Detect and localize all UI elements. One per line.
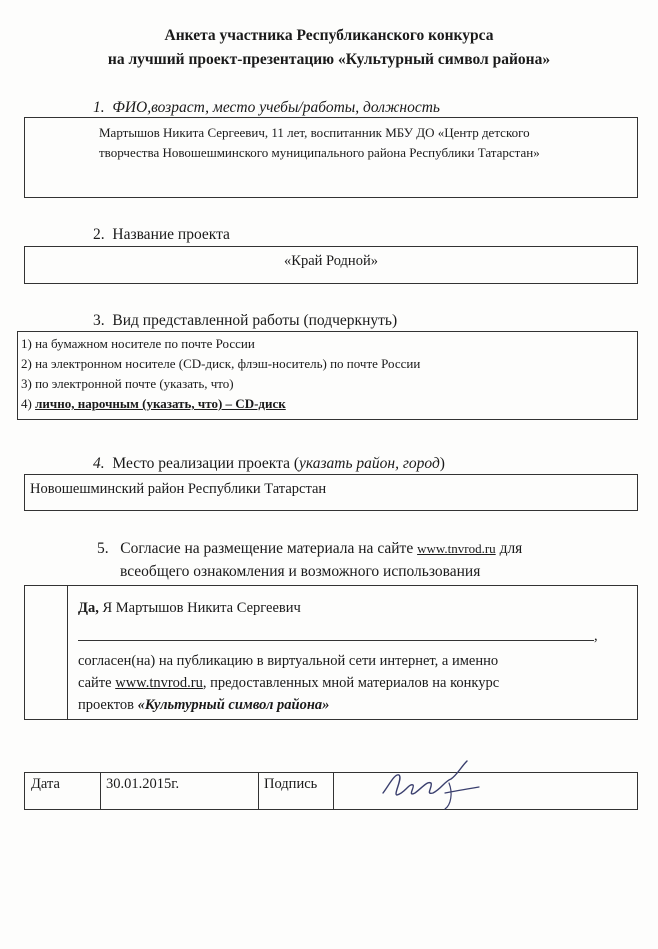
date-label: Дата [31,776,60,792]
section1-heading-text: ФИО,возраст, место учебы/работы, должность [112,99,440,116]
section5-number: 5. [97,540,109,557]
project-location: Новошешминский район Республики Татарстан [30,481,327,497]
consent-line1 [78,600,301,617]
handwritten-signature [375,753,515,813]
section3-heading-text: Вид представленной работы (подчеркнуть) [112,312,398,329]
form-title-line2: на лучший проект-презентацию «Культурный символ района» [107,51,551,68]
section2-number: 2. [93,226,105,243]
consent-box-divider [67,586,68,719]
date-value: 30.01.2015г. [106,776,180,792]
section5-heading-line1 [97,540,522,558]
site-link[interactable]: www.tnvrod.ru [417,541,496,556]
work-option-1: 1) на бумажном носителе по почте России [21,336,255,351]
section3-box [17,331,638,420]
project-name: «Край Родной» [284,253,378,269]
footer-table [24,772,638,810]
consent-yes: Да, [78,600,99,616]
consent-box [24,585,638,720]
consent-line4 [78,697,329,714]
section2-box [24,246,638,284]
section4-heading-plain: Место реализации проекта ( [112,455,299,472]
footer-divider-2 [258,773,259,809]
section5-heading-post: для [499,540,523,557]
section1-box [24,117,638,198]
consent-line4-pre: проектов [78,697,134,713]
section1-number: 1. [93,99,105,116]
work-option-4-selected [21,394,286,414]
consent-line3 [78,675,499,692]
signature-label: Подпись [264,776,318,792]
consent-fill-line [78,640,594,641]
work-option-4-prefix: 4) [21,396,32,411]
consent-name: Я Мартышов Никита Сергеевич [102,600,301,616]
section3-heading [93,312,397,330]
section4-box [24,474,638,511]
section1-value-line2: творчества Новошешминского муниципального района Республики Татарстан» [99,145,540,160]
footer-divider-3 [333,773,334,809]
section5-heading-line2: всеобщего ознакомления и возможного использования [120,563,481,580]
footer-divider-1 [100,773,101,809]
form-title-line1: Анкета участника Республиканского конкурса [164,27,494,44]
section1-heading [93,99,440,117]
section4-heading [93,455,445,473]
section3-number: 3. [93,312,105,329]
section4-heading-italic: указать район, город [299,455,440,472]
section2-heading-text: Название проекта [112,226,230,243]
consent-line3-post: , предоставленных мной материалов на конкурс [202,675,500,691]
contest-name: «Культурный символ района» [137,697,330,713]
consent-site-link[interactable]: www.tnvrod.ru [115,675,203,691]
section2-heading [93,226,230,244]
consent-comma: , [594,628,598,644]
section4-number: 4. [93,455,105,472]
section1-value-line1: Мартышов Никита Сергеевич, 11 лет, воспитанник МБУ ДО «Центр детского [99,125,530,140]
work-option-2: 2) на электронном носителе (CD-диск, флэш-носитель) по почте России [21,356,421,371]
consent-line2: согласен(на) на публикацию в виртуальной сети интернет, а именно [78,653,499,669]
consent-line3-pre: сайте [78,675,112,691]
section5-heading-pre: Согласие на размещение материала на сайте [120,540,414,557]
work-option-3: 3) по электронной почте (указать, что) [21,376,234,391]
section4-heading-end: ) [439,455,445,472]
work-option-4-text: лично, нарочным (указать, что) – CD-диск [35,396,286,411]
